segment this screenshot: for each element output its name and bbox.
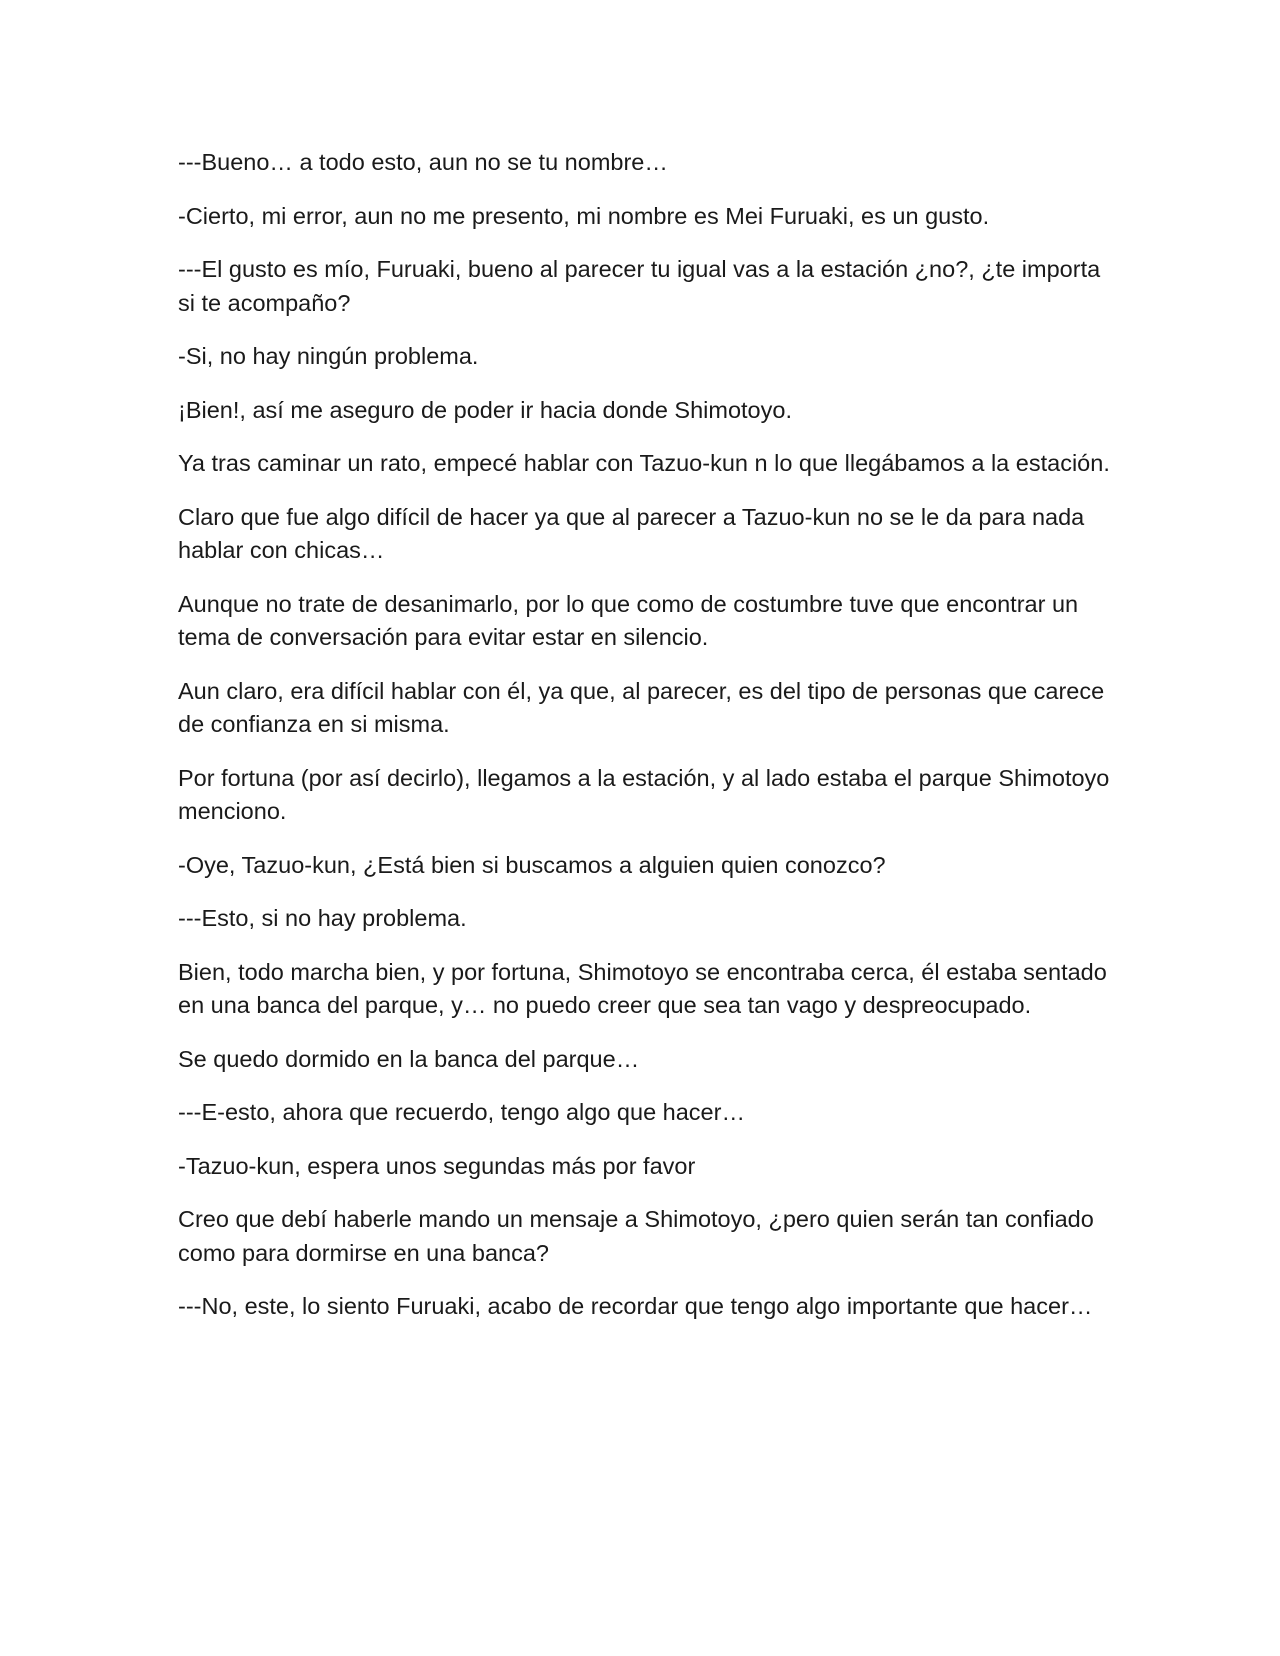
paragraph: Ya tras caminar un rato, empecé hablar con Tazuo-kun n lo que llegábamos a la estación. xyxy=(178,450,1110,476)
paragraph: -Si, no hay ningún problema. xyxy=(178,343,479,369)
paragraph: Bien, todo marcha bien, y por fortuna, Shimotoyo se encontraba cerca, él estaba sentado en una banca del parque, y… no puedo creer que sea tan vago y despreocupado. xyxy=(178,958,1107,1018)
paragraph: ---E-esto, ahora que recuerdo, tengo algo que hacer… xyxy=(178,1099,745,1125)
paragraph: ---Bueno… a todo esto, aun no se tu nombre… xyxy=(178,149,668,175)
paragraph: Se quedo dormido en la banca del parque… xyxy=(178,1045,640,1072)
paragraph: ---No, este, lo siento Furuaki, acabo de recordar que tengo algo importante que hacer… xyxy=(178,1293,1093,1319)
paragraph: Claro que fue algo difícil de hacer ya que al parecer a Tazuo-kun no se le da para nada hablar con chicas… xyxy=(178,503,1085,563)
paragraph: ---El gusto es mío, Furuaki, bueno al parecer tu igual vas a la estación ¿no?, ¿te importa si te acompaño? xyxy=(178,256,1101,316)
paragraph: -Cierto, mi error, aun no me presento, mi nombre es Mei Furuaki, es un gusto. xyxy=(178,202,990,229)
paragraph: -Oye, Tazuo-kun, ¿Está bien si buscamos a alguien quien conozco? xyxy=(178,851,886,878)
paragraph: Aunque no trate de desanimarlo, por lo que como de costumbre tuve que encontrar un tema de conversación para evitar estar en silencio. xyxy=(178,590,1079,650)
paragraph: Creo que debí haberle mando un mensaje a Shimotoyo, ¿pero quien serán tan confiado como para dormirse en una banca? xyxy=(178,1206,1094,1266)
paragraph: Aun claro, era difícil hablar con él, ya que, al parecer, es del tipo de personas que carece de confianza en si misma. xyxy=(178,677,1105,737)
document-body xyxy=(178,146,1113,1344)
paragraph: ¡Bien!, así me aseguro de poder ir hacia donde Shimotoyo. xyxy=(178,396,792,423)
paragraph: ---Esto, si no hay problema. xyxy=(178,905,467,931)
paragraph: Por fortuna (por así decirlo), llegamos a la estación, y al lado estaba el parque Shimotoyo menciono. xyxy=(178,764,1110,824)
paragraph: -Tazuo-kun, espera unos segundas más por favor xyxy=(178,1152,696,1179)
